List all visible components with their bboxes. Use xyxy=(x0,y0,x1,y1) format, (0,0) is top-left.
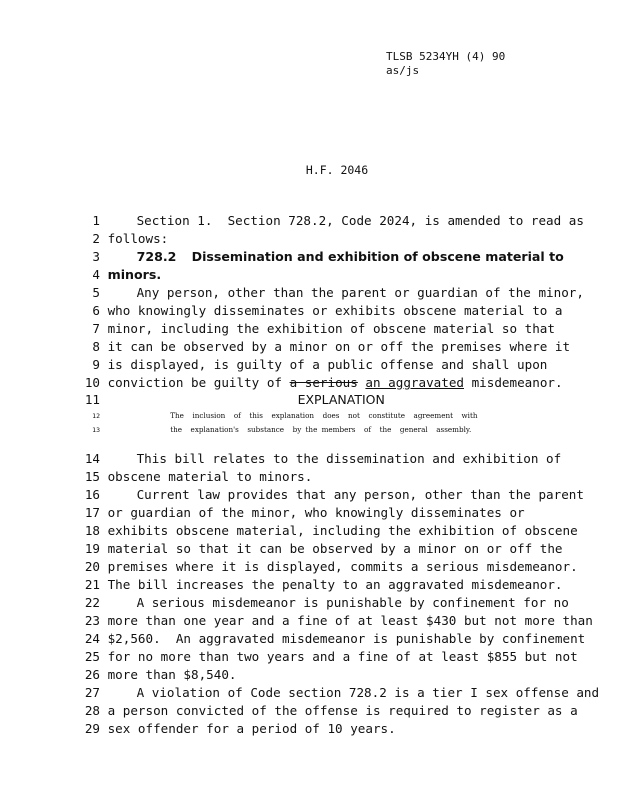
line-number: 28 xyxy=(84,703,100,718)
line-text: is displayed, is guilty of a public offense and shall upon xyxy=(107,357,548,372)
line-number: 16 xyxy=(84,487,100,502)
bill-line-5 xyxy=(84,284,584,302)
section-title: minors. xyxy=(107,267,162,282)
bill-line-4 xyxy=(84,266,161,284)
line-number: 7 xyxy=(92,321,100,336)
line-text: obscene material to minors. xyxy=(107,469,313,484)
line-number: 24 xyxy=(84,631,100,646)
line-text: material so that it can be observed by a minor on or off the xyxy=(107,541,563,556)
line-text: exhibits obscene material, including the exhibition of obscene xyxy=(107,523,578,538)
line-number: 12 xyxy=(92,412,100,420)
bill-line-12 xyxy=(84,409,478,422)
line-number: 1 xyxy=(92,213,100,228)
bill-number: H.F. 2046 xyxy=(305,163,369,177)
bill-line-7 xyxy=(84,320,555,338)
bill-line-22 xyxy=(84,594,569,612)
line-text: The bill increases the penalty to an aggravated misdemeanor. xyxy=(107,577,563,592)
line-number: 23 xyxy=(84,613,100,628)
line-text: a person convicted of the offense is required to register as a xyxy=(107,703,578,718)
bill-line-21 xyxy=(84,576,563,594)
line-text: sex offender for a period of 10 years. xyxy=(107,721,396,736)
section-number: 728.2 xyxy=(136,249,177,264)
line-text: more than $8,540. xyxy=(107,667,237,682)
line-text: or guardian of the minor, who knowingly disseminates or xyxy=(107,505,525,520)
bill-line-10 xyxy=(84,374,563,392)
line-number: 13 xyxy=(92,426,100,434)
bill-line-15 xyxy=(84,468,312,486)
line-text: A serious misdemeanor is punishable by confinement for no xyxy=(136,595,569,610)
inserted-text: an aggravated xyxy=(365,375,464,390)
line-text: more than one year and a fine of at least $430 but not more than xyxy=(107,613,593,628)
line-number: 4 xyxy=(92,267,100,282)
bill-line-26 xyxy=(84,666,237,684)
bill-line-27 xyxy=(84,684,599,702)
line-text: who knowingly disseminates or exhibits obscene material to a xyxy=(107,303,563,318)
line-number: 18 xyxy=(84,523,100,538)
bill-line-9 xyxy=(84,356,547,374)
bill-line-6 xyxy=(84,302,563,320)
line-text: misdemeanor. xyxy=(464,375,563,390)
line-number: 14 xyxy=(84,451,100,466)
line-number: 27 xyxy=(84,685,100,700)
line-number: 9 xyxy=(92,357,100,372)
bill-line-14 xyxy=(84,450,561,468)
bill-line-19 xyxy=(84,540,563,558)
bill-line-13 xyxy=(84,423,471,436)
line-number: 2 xyxy=(92,231,100,246)
line-text: Section 1. Section 728.2, Code 2024, is amended to read as xyxy=(136,213,584,228)
explanation-disclaimer: the explanation's substance by the members of the general assembly. xyxy=(170,425,472,434)
line-number: 3 xyxy=(92,249,100,264)
bill-line-17 xyxy=(84,504,525,522)
line-text: $2,560. An aggravated misdemeanor is punishable by confinement xyxy=(107,631,586,646)
lsb-number: TLSB 5234YH (4) 90 xyxy=(386,50,506,63)
bill-line-18 xyxy=(84,522,578,540)
bill-line-2 xyxy=(84,230,168,248)
line-number: 5 xyxy=(92,285,100,300)
line-text: conviction be guilty of xyxy=(107,375,290,390)
line-text: minor, including the exhibition of obscene material so that xyxy=(107,321,555,336)
line-number: 25 xyxy=(84,649,100,664)
bill-line-3 xyxy=(84,248,564,266)
explanation-heading: EXPLANATION xyxy=(297,392,385,407)
bill-line-28 xyxy=(84,702,578,720)
explanation-disclaimer: The inclusion of this explanation does not constitute agreement with xyxy=(170,411,478,420)
bill-line-20 xyxy=(84,558,578,576)
bill-line-8 xyxy=(84,338,570,356)
line-text: A violation of Code section 728.2 is a tier I sex offense and xyxy=(136,685,600,700)
bill-line-29 xyxy=(84,720,396,738)
line-text: premises where it is displayed, commits a serious misdemeanor. xyxy=(107,559,578,574)
line-text: it can be observed by a minor on or off the premises where it xyxy=(107,339,571,354)
line-text: Current law provides that any person, other than the parent xyxy=(136,487,584,502)
bill-line-24 xyxy=(84,630,585,648)
bill-line-23 xyxy=(84,612,593,630)
line-number: 8 xyxy=(92,339,100,354)
line-number: 20 xyxy=(84,559,100,574)
drafter-initials: as/js xyxy=(386,64,420,77)
struck-text: a serious xyxy=(289,375,358,390)
line-number: 26 xyxy=(84,667,100,682)
line-number: 29 xyxy=(84,721,100,736)
bill-line-1 xyxy=(84,212,584,230)
bill-line-11 xyxy=(84,391,385,409)
line-number: 10 xyxy=(84,375,100,390)
line-number: 22 xyxy=(84,595,100,610)
bill-line-16 xyxy=(84,486,584,504)
line-number: 11 xyxy=(84,392,100,407)
line-number: 6 xyxy=(92,303,100,318)
bill-line-25 xyxy=(84,648,578,666)
line-number: 19 xyxy=(84,541,100,556)
section-title: Dissemination and exhibition of obscene material to xyxy=(191,249,564,264)
line-text: follows: xyxy=(107,231,169,246)
line-text: This bill relates to the dissemination and exhibition of xyxy=(136,451,562,466)
line-number: 15 xyxy=(84,469,100,484)
line-number: 21 xyxy=(84,577,100,592)
line-number: 17 xyxy=(84,505,100,520)
line-text: for no more than two years and a fine of at least $855 but not xyxy=(107,649,578,664)
line-text: Any person, other than the parent or guardian of the minor, xyxy=(136,285,584,300)
